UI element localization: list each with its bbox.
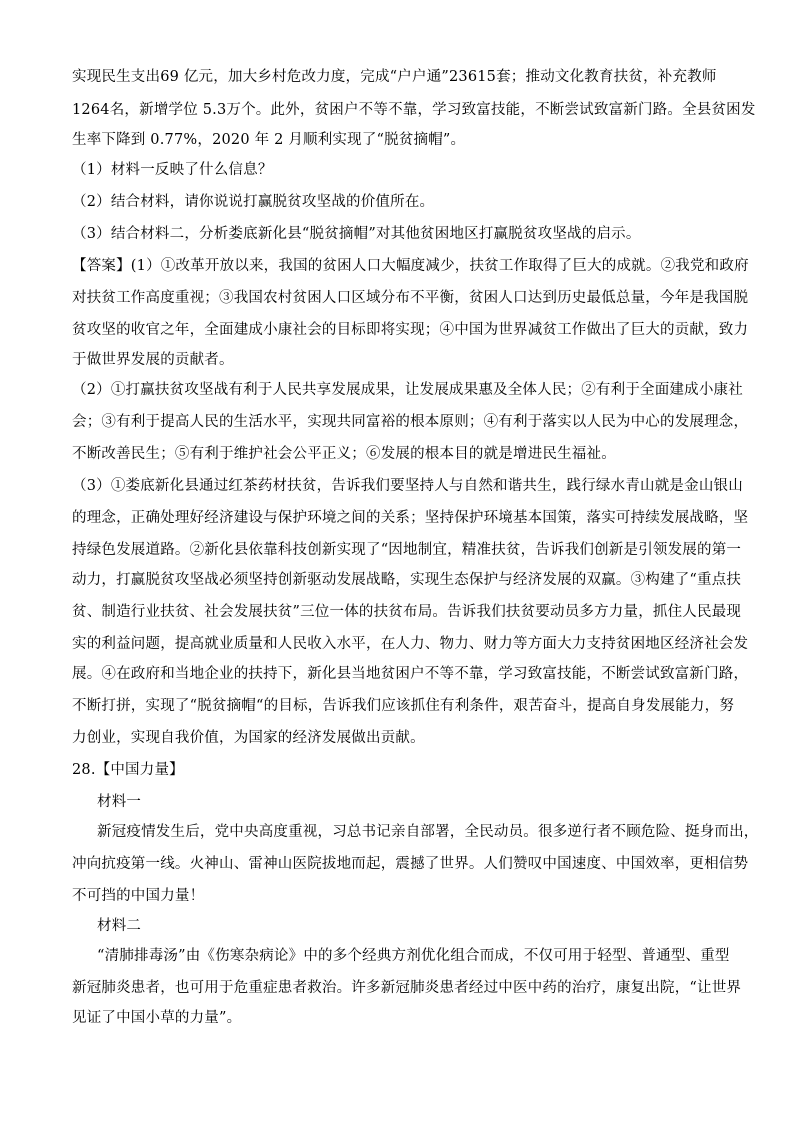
question-2: （2）结合材料，请你说说打赢脱贫攻坚战的价值所在。	[72, 194, 435, 210]
text-line: 1264名，新增学位 5.3万个。此外，贫困户不等不靠，学习致富技能，不断尝试致富新门路。全县贫困发	[72, 102, 756, 118]
answer-line: 展。④在政府和当地企业的扶持下，新化县当地贫困户不等不靠，学习致富技能，不断尝试致富新门路，	[72, 666, 749, 682]
answer-line: 的理念，正确处理好经济建设与保护环境之间的关系；坚持保护环境基本国策，落实可持续发展战略，坚	[72, 510, 749, 526]
answer-line: 动力，打赢脱贫攻坚战必须坚持创新驱动发展战略，实现生态保护与经济发展的双赢。③构建了“重点扶	[72, 572, 742, 588]
material-text: 不可挡的中国力量！	[72, 888, 205, 904]
material-text: 见证了中国小草的力量”。	[72, 1010, 242, 1026]
material-label: 材料二	[97, 918, 142, 934]
question-1: （1）材料一反映了什么信息？	[72, 162, 273, 178]
answer-line: 会；③有利于提高人民的生活水平，实现共同富裕的根本原则；④有利于落实以人民为中心的发展理念，	[72, 414, 749, 430]
material-label: 材料一	[97, 794, 142, 810]
answer-line: 对扶贫工作高度重视；③我国农村贫困人口区域分布不平衡，贫困人口达到历史最低总量，今年是我国脱	[72, 290, 749, 306]
text-line: 实现民生支出69 亿元，加大乡村危改力度，完成“户户通”23615套；推动文化教育扶贫，补充教师	[72, 69, 717, 85]
question-3: （3）结合材料二，分析娄底新化县“脱贫摘帽”对其他贫困地区打赢脱贫攻坚战的启示。	[72, 226, 641, 242]
text-line: 生率下降到 0.77%，2020 年 2 月顺利实现了“脱贫摘帽”。	[72, 132, 466, 148]
answer-line: 于做世界发展的贡献者。	[72, 352, 234, 368]
material-text: 新冠肺炎患者，也可用于危重症患者救治。许多新冠肺炎患者经过中医中药的治疗，康复出院，“让世界	[72, 980, 742, 996]
question-heading: 28.【中国力量】	[72, 762, 184, 778]
answer-line: 不断打拼，实现了“脱贫摘帽“的目标，告诉我们应该抓住有利条件，艰苦奋斗，提高自身发展能力，努	[72, 698, 735, 714]
answer-line: 【答案】(1）①改革开放以来，我国的贫困人口大幅度减少，扶贫工作取得了巨大的成就。②我党和政府	[72, 258, 749, 274]
answer-line: （2）①打赢扶贫攻坚战有利于人民共享发展成果，让发展成果惠及全体人民；②有利于全面建成小康社	[72, 382, 743, 398]
material-text: 新冠疫情发生后，党中央高度重视，习总书记亲自部署，全民动员。很多逆行者不顾危险、挺身而出，	[97, 824, 759, 840]
answer-line: 贫攻坚的收官之年，全面建成小康社会的目标即将实现；④中国为世界减贫工作做出了巨大的贡献，致力	[72, 322, 749, 338]
answer-line: 持绿色发展道路。②新化县依靠科技创新实现了“因地制宜，精准扶贫，告诉我们创新是引领发展的第一	[72, 542, 742, 558]
material-text: “清肺排毒汤”由《伤寒杂病论》中的多个经典方剂优化组合而成，不仅可用于轻型、普通型、重型	[97, 948, 730, 964]
answer-line: 不断改善民生；⑤有利于维护社会公平正义；⑥发展的根本目的就是增进民生福祉。	[72, 446, 616, 462]
answer-line: 贫、制造行业扶贫、社会发展扶贫”三位一体的扶贫布局。告诉我们扶贫要动员多方力量，抓住人民最现	[72, 604, 742, 620]
answer-line: （3）①娄底新化县通过红茶药材扶贫，告诉我们要坚持人与自然和谐共生，践行绿水青山就是金山银山	[72, 478, 743, 494]
material-text: 冲向抗疫第一线。火神山、雷神山医院拔地而起，震撼了世界。人们赞叹中国速度、中国效率，更相信势	[72, 856, 749, 872]
answer-line: 力创业，实现自我价值，为国家的经济发展做出贡献。	[72, 730, 425, 746]
answer-line: 实的利益问题，提高就业质量和人民收入水平，在人力、物力、财力等方面大力支持贫困地区经济社会发	[72, 636, 749, 652]
